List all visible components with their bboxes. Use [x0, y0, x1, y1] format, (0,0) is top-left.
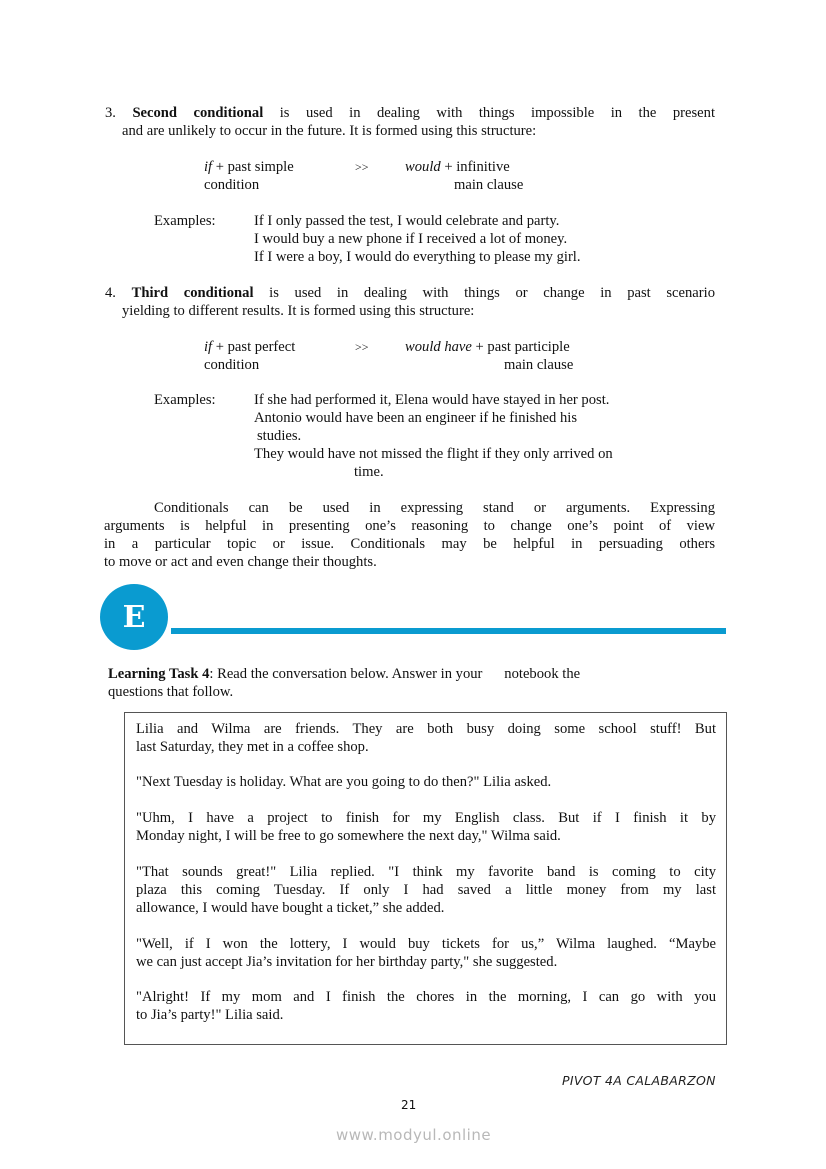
closing-paragraph-line: Conditionals can be used in expressing stand or arguments. Expressing	[154, 500, 715, 516]
conversation-line: to Jia’s party!" Lilia said.	[136, 1007, 284, 1023]
section4-condition-label: condition	[204, 357, 260, 373]
structure-left-text: + past simple	[212, 159, 294, 175]
section4-structure-left	[204, 338, 295, 356]
conversation-line: plaza this coming Tuesday. If only I had saved a little money from my last	[136, 882, 716, 898]
section3-structure-right	[405, 158, 510, 176]
section3-main-clause-label: main clause	[454, 177, 524, 193]
section4-structure-arrow: >>	[355, 340, 369, 354]
conversation-line: Lilia and Wilma are friends. They are both busy doing some school stuff! But	[136, 721, 716, 737]
task-instruction-line1	[108, 665, 580, 683]
section3-line2: and are unlikely to occur in the future. It is formed using this structure:	[122, 123, 537, 139]
conversation-line: Monday night, I will be free to go somewhere the next day," Wilma said.	[136, 828, 561, 844]
conversation-line: "Next Tuesday is holiday. What are you going to do then?" Lilia asked.	[136, 774, 552, 790]
conversation-line: "That sounds great!" Lilia replied. "I think my favorite band is coming to city	[136, 864, 716, 880]
term-third-conditional: Third conditional	[131, 285, 254, 301]
conversation-line: last Saturday, they met in a coffee shop.	[136, 739, 369, 755]
section3-structure-arrow: >>	[355, 160, 369, 174]
section4-examples-label: Examples:	[154, 392, 216, 408]
conversation-line: "Uhm, I have a project to finish for my English class. But if I finish it by	[136, 810, 716, 826]
closing-paragraph-line: to move or act and even change their thoughts.	[104, 554, 377, 570]
term-second-conditional: Second conditional	[132, 105, 264, 121]
example: If she had performed it, Elena would have stayed in her post.	[254, 392, 610, 408]
conversation-line: "Alright! If my mom and I finish the chores in the morning, I can go with you	[136, 989, 716, 1005]
list-number: 4.	[105, 285, 116, 301]
structure-right-text: + past participle	[471, 339, 570, 355]
structure-right-text: + infinitive	[440, 159, 510, 175]
structure-left-text: + past perfect	[212, 339, 296, 355]
closing-paragraph-line: in a particular topic or issue. Conditionals may be helpful in persuading others	[104, 536, 715, 552]
page-number: 21	[401, 1098, 417, 1112]
section-divider	[171, 628, 726, 634]
task-instruction-line2: questions that follow.	[108, 684, 234, 700]
would-word: would	[405, 159, 441, 175]
section4-line1-text: is used in dealing with things or change in past scenario	[253, 285, 715, 301]
example: Antonio would have been an engineer if he finished his	[254, 410, 578, 426]
example: time.	[354, 464, 384, 480]
conversation-line: we can just accept Jia’s invitation for her birthday party," she suggested.	[136, 954, 558, 970]
section4-line1	[105, 284, 715, 302]
watermark: www.modyul.online	[336, 1126, 492, 1144]
example: If I were a boy, I would do everything to please my girl.	[254, 249, 581, 265]
closing-paragraph-line: arguments is helpful in presenting one’s reasoning to change one’s point of view	[104, 518, 715, 534]
if-word: if	[204, 339, 213, 355]
if-word: if	[204, 159, 213, 175]
section4-main-clause-label: main clause	[504, 357, 574, 373]
task-label: Learning Task 4	[108, 666, 210, 682]
section3-examples-label: Examples:	[154, 213, 216, 229]
section3-line1	[105, 104, 715, 122]
section4-structure-right	[405, 338, 570, 356]
example: studies.	[257, 428, 302, 444]
would-have-word: would have	[405, 339, 472, 355]
example: I would buy a new phone if I received a lot of money.	[254, 231, 568, 247]
list-number: 3.	[105, 105, 116, 121]
badge-letter: E	[122, 599, 146, 635]
section-e-badge-icon	[100, 584, 168, 650]
example: If I only passed the test, I would celebrate and party.	[254, 213, 560, 229]
section3-structure-left	[204, 158, 294, 176]
example: They would have not missed the flight if they only arrived on	[254, 446, 613, 462]
task-instruction-text: : Read the conversation below. Answer in your notebook the	[209, 666, 581, 682]
conversation-line: allowance, I would have bought a ticket,” she added.	[136, 900, 445, 916]
section3-condition-label: condition	[204, 177, 260, 193]
section4-line2: yielding to different results. It is formed using this structure:	[122, 303, 475, 319]
conversation-line: "Well, if I won the lottery, I would buy tickets for us,” Wilma laughed. “Maybe	[136, 936, 716, 952]
footer-brand: PIVOT 4A CALABARZON	[562, 1073, 716, 1088]
section3-line1-text: is used in dealing with things impossible in the present	[263, 105, 715, 121]
